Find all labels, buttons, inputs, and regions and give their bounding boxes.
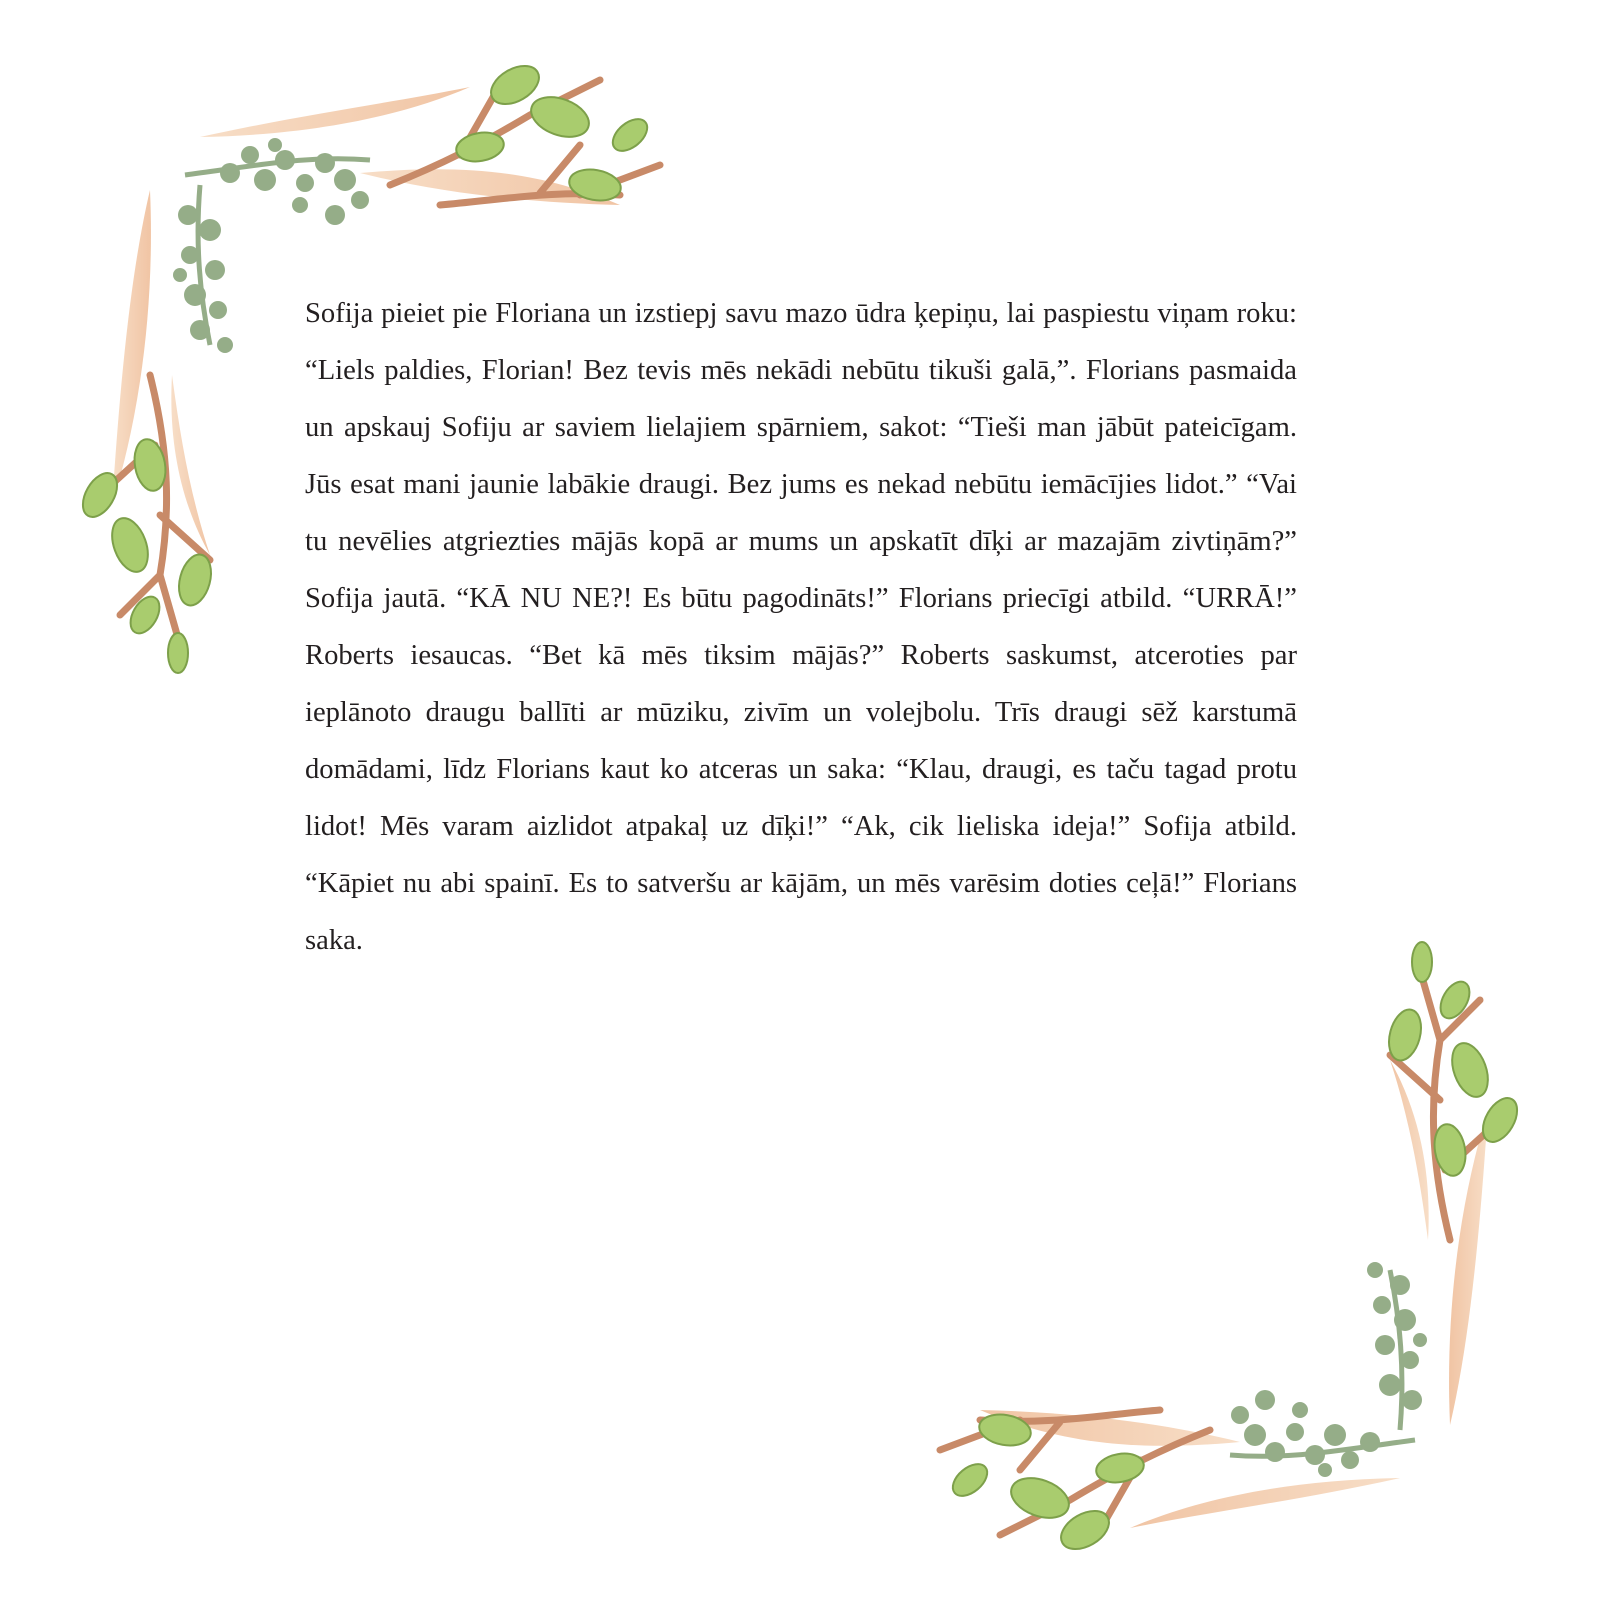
plume-top-1	[200, 87, 470, 137]
branch-top	[390, 80, 660, 205]
branch-left	[1390, 970, 1500, 1240]
plume-left-1	[112, 190, 151, 505]
branch-top	[940, 1410, 1210, 1535]
plume-left-2	[171, 375, 210, 555]
leaves-top	[454, 58, 653, 204]
plume-top-2	[360, 169, 620, 205]
plume-top-1	[1130, 1478, 1400, 1528]
branch-left	[100, 375, 210, 645]
plume-left-2	[1390, 1060, 1429, 1240]
story-paragraph: Sofija pieiet pie Floriana un izstiepj savu mazo ūdra ķepiņu, lai paspiestu viņam roku: “Liels paldies, Florian! Bez tevis mēs nekādi nebūtu tikuši galā,”. Florians pasmaida un apskauj Sofiju ar saviem lielajiem spārniem, sakot: “Tieši man jābūt pateicīgam. Jūs esat mani jaunie labākie draugi. Bez jums es nekad nebūtu iemācījies lidot.” “Vai tu nevēlies atgriezties mājās kopā ar mums un apskatīt dīķi ar mazajām zivtiņām?” Sofija jautā. “KĀ NU NE?! Es būtu pagodināts!” Florians priecīgi atbild. “URRĀ!” Roberts iesaucas. “Bet kā mēs tiksim mājās?” Roberts saskumst, atceroties par ieplānoto draugu ballīti ar mūziku, zivīm un volejbolu. Trīs draugi sēž karstumā domādami, līdz Florians kaut ko atceras un saka: “Klau, draugi, es taču tagad protu lidot! Mēs varam aizlidot atpakaļ uz dīķi!” “Ak, cik lieliska ideja!” Sofija atbild. “Kāpiet nu abi spainī. Es to satveršu ar kājām, un mēs varēsim doties ceļā!” Florians saka.	[305, 298, 1297, 956]
plume-top-2	[980, 1410, 1240, 1446]
leaves-top	[947, 1411, 1146, 1557]
leaves-left	[1384, 942, 1524, 1178]
moss-cluster-left	[173, 185, 233, 353]
floral-corner-bottom-right	[880, 910, 1540, 1560]
plume-left-1	[1449, 1110, 1488, 1425]
moss-cluster-left	[1367, 1262, 1427, 1430]
moss-cluster-top	[185, 138, 370, 225]
moss-cluster-top	[1230, 1390, 1415, 1477]
leaves-left	[76, 437, 216, 673]
